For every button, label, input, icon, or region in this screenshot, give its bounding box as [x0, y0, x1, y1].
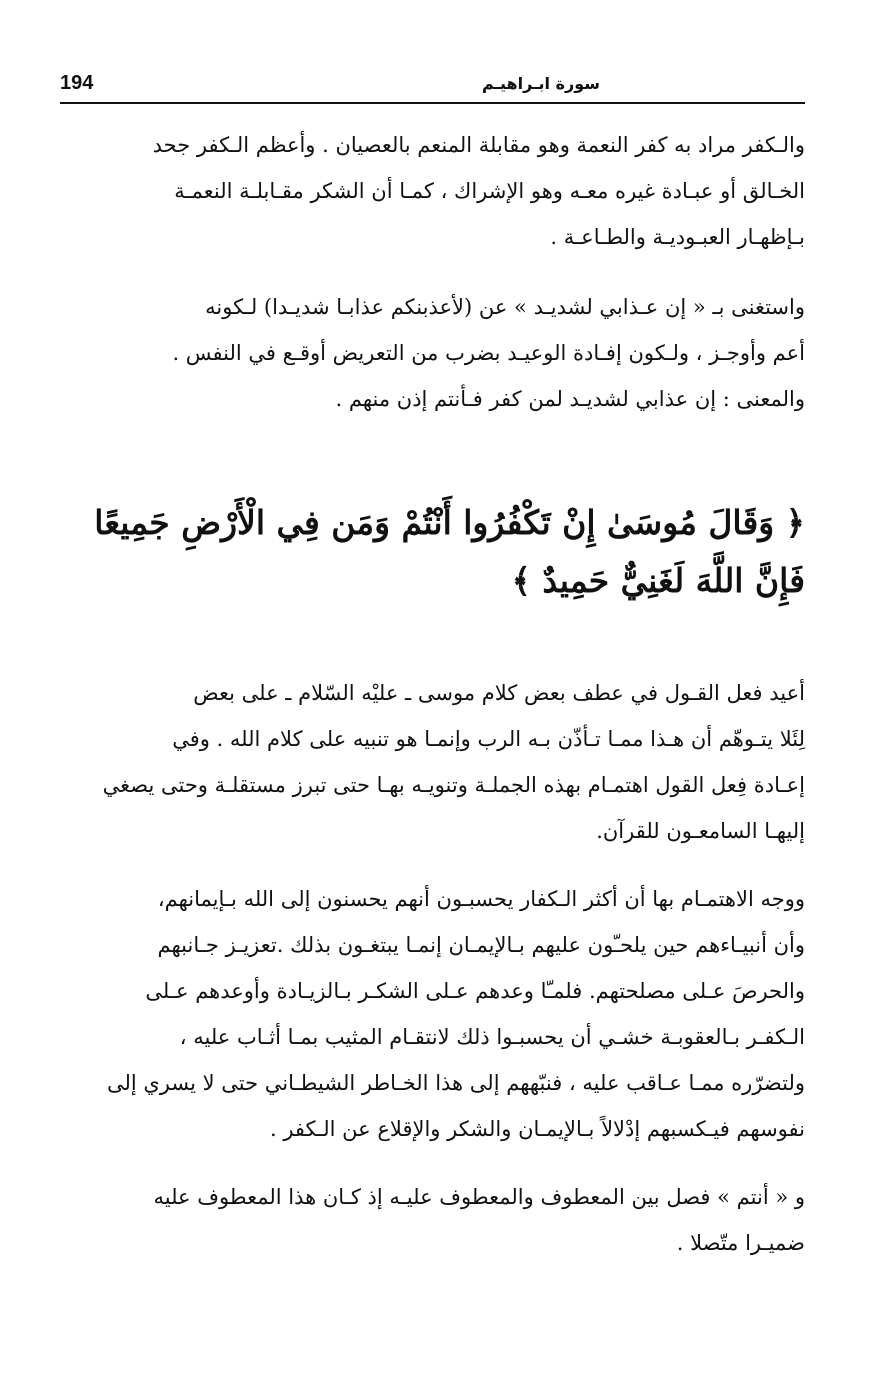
paragraph-4 [60, 876, 805, 1152]
quran-verse [60, 494, 805, 610]
text-line: و « أنتم » فصل بين المعطوف والمعطوف عليـه إذ كـان هذا المعطوف عليه [153, 1185, 805, 1209]
text-line: واستغنى بـ « إن عـذابي لشديـد » عن (لأعذبنكم عذابـا شديـدا) لـكونه [205, 295, 805, 319]
text-line: أعم وأوجـز ، ولـكون إفـادة الوعيـد بضرب من التعريض أوقـع في النفس . [172, 341, 805, 365]
text-line: الـكفـر بـالعقوبـة خشـي أن يحسبـوا ذلك لانتقـام المثيب بمـا أثـاب عليه ، [179, 1025, 805, 1049]
text-line: ولتضرّره ممـا عـاقب عليه ، فنبّههم إلى هذا الخـاطر الشيطـاني حتى لا يسري إلى [106, 1071, 805, 1095]
text-line: بـإظهـار العبـوديـة والطـاعـة . [550, 225, 805, 249]
text-line: والحرصَ عـلى مصلحتهم. فلمـّا وعدهم عـلى الشكـر بـالزيـادة وأوعدهم عـلى [145, 979, 805, 1003]
page-number: 194 [60, 72, 94, 94]
text-line: لِئَلا يتـوهّم أن هـذا ممـا تـأذّن بـه الرب وإنمـا هو تنبيه على كلام الله . وفي [172, 727, 805, 751]
text-line: إليهـا السامعـون للقرآن. [596, 819, 805, 843]
verse-line-1: ﴿ وَقَالَ مُوسَىٰ إِنْ تَكْفُرُوا أَنْتُمْ وَمَن فِي الْأَرْضِ جَمِيعًا [94, 503, 805, 542]
text-line: والـكفر مراد به كفر النعمة وهو مقابلة المنعم بالعصيان . وأعظم الـكفر جحد [152, 133, 805, 157]
paragraph-2 [60, 284, 805, 422]
surah-title: سورة ابـراهيـم [481, 74, 600, 93]
book-page [60, 60, 805, 1266]
text-line: ووجه الاهتمـام بها أن أكثر الـكفار يحسبـون أنهم يحسنون إلى الله بـإيمانهم، [157, 887, 805, 911]
paragraph-1 [60, 122, 805, 260]
text-line: وأن أنبيـاءهم حين يلحـّون عليهم بـالإيمـان إنمـا يبتغـون بذلك .تعزيـز جـانبهم [157, 933, 805, 957]
text-line: والمعنى : إن عذابي لشديـد لمن كفر فـأنتم إذن منهم . [335, 387, 805, 411]
text-line: أعيد فعل القـول في عطف بعض كلام موسى ـ عليْه السّلام ـ على بعض [193, 681, 805, 705]
paragraph-5 [60, 1174, 805, 1266]
verse-line-2: فَإِنَّ اللَّهَ لَغَنِيٌّ حَمِيدٌ ﴾ [511, 561, 805, 600]
text-line: الخـالق أو عبـادة غيره معـه وهو الإشراك ، كمـا أن الشكر مقـابلـة النعمـة [174, 179, 805, 203]
text-line: إعـادة فِعل القول اهتمـام بهذه الجملـة وتنويـه بهـا حتى تبرز مستقلـة وحتى يصغي [102, 773, 805, 797]
paragraph-3 [60, 670, 805, 854]
text-line: ضميـرا متّصلا . [676, 1231, 805, 1255]
text-line: نفوسهم فيـكسبهم إدْلالاً بـالإيمـان والشكر والإقلاع عن الـكفر . [269, 1117, 805, 1141]
page-header [60, 60, 805, 104]
